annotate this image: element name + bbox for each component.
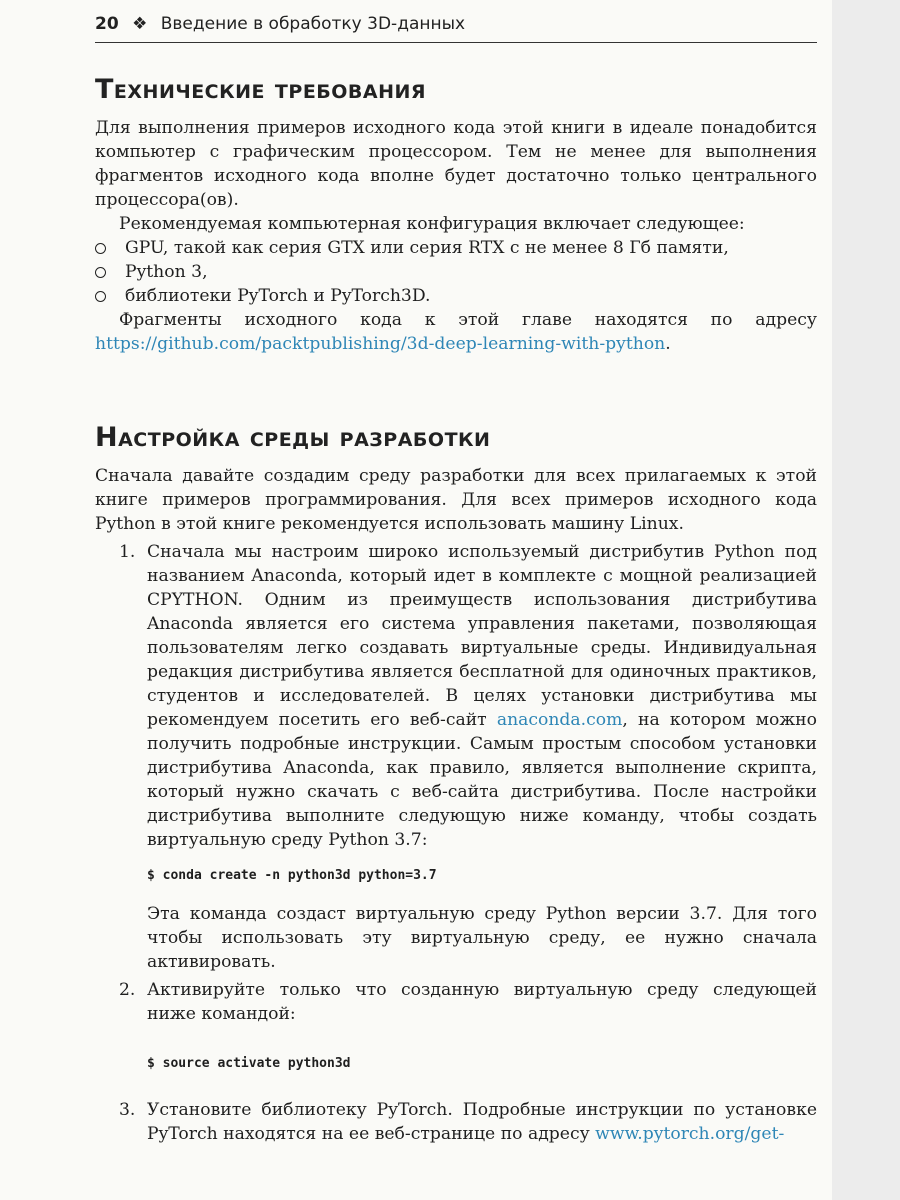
page-edge: [832, 0, 900, 1200]
page-content: [95, 74, 817, 1150]
setup-steps: [95, 540, 817, 1146]
list-item: GPU, такой как серия GTX или серия RTX с не менее 8 Гб памяти,: [95, 236, 817, 260]
requirements-paragraph: Для выполнения примеров исходного кода этой книги в идеале понадобится компьютер с графическим процессором. Тем не менее для выполнения фрагментов исходного кода вполне будет достаточно только центрального процессора(ов).: [95, 118, 817, 210]
header-rule: [95, 42, 817, 43]
config-intro-paragraph: Рекомендуемая компьютерная конфигурация включает следующее:: [119, 214, 745, 234]
list-item: [95, 1098, 817, 1146]
list-item: [95, 540, 817, 974]
step-text: Сначала мы настроим широко используемый дистрибутив Python под названием Anaconda, который идет в комплекте с мощной реализацией CPYTHON. Одним из преимуществ использования дистрибутива Anaconda является его система управления пакетами, позволяющая пользователям легко создавать виртуальные среды. Индивидуальная редакция дистрибутива является бесплатной для одиночных практиков, студентов и исследователей. В целях установки дистрибутива мы рекомендуем посетить его веб-сайт anaconda.com, на котором можно получить подробные инструкции. Самым простым способом установки дистрибутива Anaconda, как правило, является выполнение скрипта, который нужно скачать с веб-сайта дистрибутива. После настройки дистрибутива выполните следующую ниже команду, чтобы создать виртуальную среду Python 3.7:: [147, 542, 817, 850]
running-header: [95, 14, 815, 34]
code-block: $ conda create -n python3d python=3.7: [147, 868, 437, 883]
source-code-paragraph: Фрагменты исходного кода к этой главе находятся по адресу https://github.com/packtpublishing/3d-deep-learning-with-python.: [95, 310, 817, 354]
circle-bullet-icon: [95, 243, 106, 254]
list-item: Python 3,: [95, 260, 817, 284]
step-text: Установите библиотеку PyTorch. Подробные инструкции по установке PyTorch находятся на ее веб-странице по адресу www.pytorch.org/get-: [147, 1100, 817, 1144]
step-number: 1.: [119, 542, 136, 562]
step-text: Активируйте только что созданную виртуальную среду следующей ниже командой:: [147, 980, 817, 1024]
circle-bullet-icon: [95, 291, 106, 302]
section-title-environment: Настройка среды разработки: [95, 422, 491, 453]
page-number: 20: [95, 14, 119, 34]
step-number: 2.: [119, 980, 136, 1000]
section-title-requirements: Технические требования: [95, 74, 427, 105]
anaconda-link[interactable]: anaconda.com: [496, 710, 623, 730]
chapter-title: Введение в обработку 3D-данных: [160, 14, 466, 34]
step-text: Эта команда создаст виртуальную среду Python версии 3.7. Для того чтобы использовать эту виртуальную среду, ее нужно сначала активировать.: [147, 904, 817, 972]
step-number: 3.: [119, 1100, 136, 1120]
requirements-list: [95, 236, 817, 308]
list-item: библиотеки PyTorch и PyTorch3D.: [95, 284, 817, 308]
environment-intro-paragraph: Сначала давайте создадим среду разработки для всех прилагаемых к этой книге примеров программирования. Для всех примеров исходного кода Python в этой книге рекомендуется использовать машину Linux.: [95, 466, 817, 534]
circle-bullet-icon: [95, 267, 106, 278]
list-item: [95, 978, 817, 1076]
github-link[interactable]: https://github.com/packtpublishing/3d-deep-learning-with-python: [95, 334, 666, 354]
code-block: $ source activate python3d: [147, 1056, 351, 1071]
pytorch-link[interactable]: www.pytorch.org/get-: [595, 1124, 785, 1144]
diamond-separator-icon: ❖: [132, 14, 148, 34]
